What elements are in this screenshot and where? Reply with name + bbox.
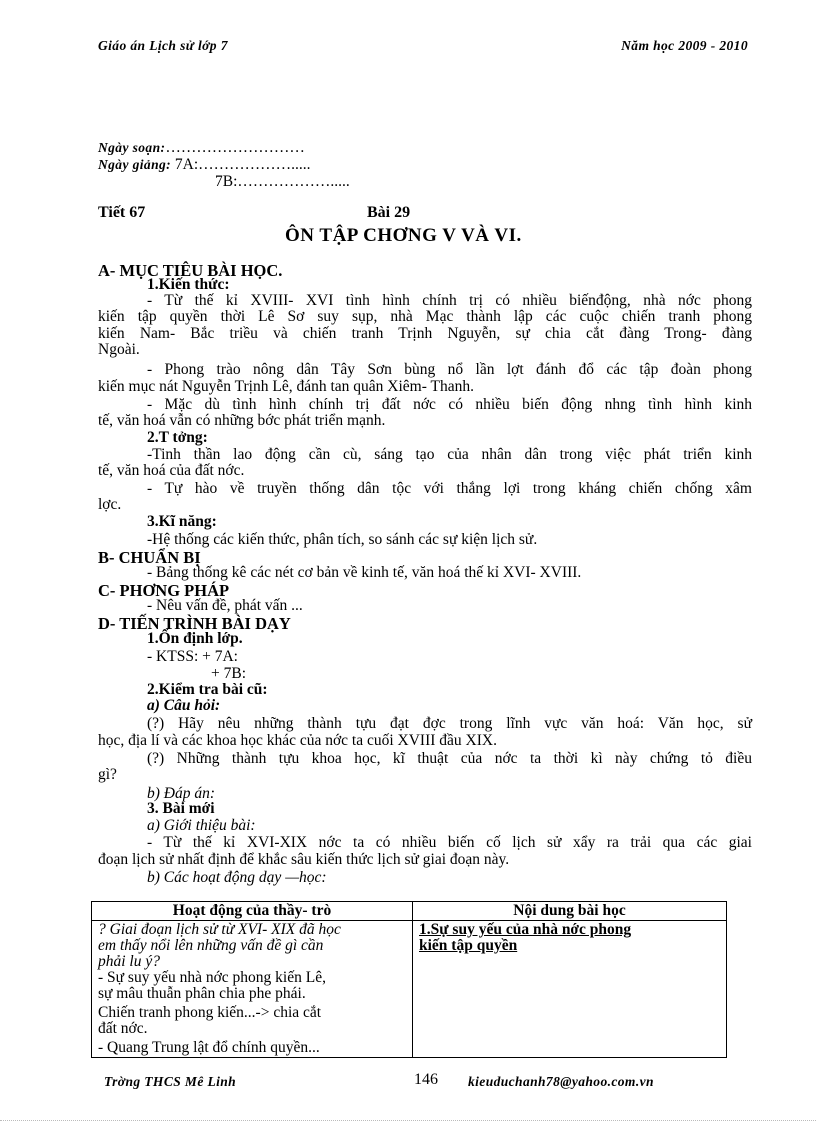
new-lesson-title: 3. Bài mới bbox=[147, 800, 215, 817]
cell-text: - Sự suy yếu nhà nớc phong kiến Lê, bbox=[98, 969, 326, 986]
table-header: Hoạt động của thầy- trò bbox=[92, 902, 413, 921]
knowledge-text: kiến tập quyền thời Lê Sơ suy sụp, nhà Mạc thành lập các cuộc chiến tranh phong bbox=[98, 308, 752, 325]
roll-call-7b: + 7B: bbox=[211, 665, 247, 682]
table-header: Nội dung bài học bbox=[413, 902, 727, 921]
activities-title: b) Các hoạt động dạy —học: bbox=[147, 869, 327, 886]
thought-text: - Tự hào về truyền thống dân tộc với thắng lợi trong kháng chiến chống xâm bbox=[147, 480, 752, 497]
section-d-title: D- TIẾN TRÌNH BÀI DẠY bbox=[98, 614, 291, 633]
table-cell-content bbox=[413, 921, 727, 1058]
table-cell-activity bbox=[92, 921, 413, 1058]
thought-text: lợc. bbox=[98, 496, 122, 513]
teach-date-7b: 7B:………………..... bbox=[215, 173, 350, 190]
table-row bbox=[92, 921, 727, 1058]
cell-text: kiến tập quyền bbox=[419, 937, 518, 954]
footer-school: Trờng THCS Mê Linh bbox=[104, 1074, 237, 1089]
section-b-title: B- CHUẨN BỊ bbox=[98, 548, 201, 567]
prep-text: - Bảng thống kê các nét cơ bản về kinh tế, văn hoá thế kỉ XVI- XVIII. bbox=[147, 564, 582, 581]
cell-text: Chiến tranh phong kiến...-> chia cắt bbox=[98, 1004, 322, 1021]
method-text: - Nêu vấn đề, phát vấn ... bbox=[147, 597, 303, 614]
lesson-table bbox=[91, 901, 727, 1058]
page-edge-divider bbox=[0, 1120, 816, 1121]
answers-title: b) Đáp án: bbox=[147, 785, 216, 802]
knowledge-text: - Phong trào nông dân Tây Sơn bùng nổ lần lợt đánh đổ các tập đoàn phong bbox=[147, 361, 752, 378]
cell-text: em thấy nổi lên những vấn đề gì cần bbox=[98, 937, 324, 954]
thought-title: 2.T tởng: bbox=[147, 429, 208, 446]
cell-text: đất nớc. bbox=[98, 1020, 148, 1037]
cell-text: sự mâu thuẫn phân chia phe phái. bbox=[98, 985, 306, 1002]
footer-email: kieuduchanh78@yahoo.com.vn bbox=[468, 1074, 654, 1089]
thought-text: tế, văn hoá của đất nớc. bbox=[98, 462, 245, 479]
knowledge-text: - Từ thế kỉ XVIII- XVI tình hình chính trị có nhiều biếnđộng, nhà nớc phong bbox=[147, 292, 752, 309]
knowledge-text: Ngoài. bbox=[98, 341, 140, 358]
skill-title: 3.Kĩ năng: bbox=[147, 513, 217, 530]
prep-date-value: ……………………… bbox=[165, 139, 305, 156]
lesson-number: Bài 29 bbox=[367, 204, 411, 221]
knowledge-title: 1.Kiến thức: bbox=[147, 276, 230, 293]
knowledge-text: kiến mục nát Nguyễn Trịnh Lê, đánh tan quân Xiêm- Thanh. bbox=[98, 378, 474, 395]
period-label: Tiết 67 bbox=[98, 204, 146, 221]
roll-call-7a: - KTSS: + 7A: bbox=[147, 648, 238, 665]
header-left: Giáo án Lịch sử lớp 7 bbox=[98, 38, 228, 53]
teach-date bbox=[98, 157, 311, 173]
section-a-title: A- MỤC TIÊU BÀI HỌC. bbox=[98, 261, 283, 280]
thought-text: -Tinh thần lao động cần cù, sáng tạo của nhân dân trong việc phát triển kinh bbox=[147, 446, 752, 463]
prep-date-label: Ngày soạn: bbox=[98, 140, 166, 155]
skill-text: -Hệ thống các kiến thức, phân tích, so sánh các sự kiện lịch sử. bbox=[147, 531, 538, 548]
stabilize-title: 1.Ổn định lớp. bbox=[147, 630, 243, 647]
cell-text: ? Giai đoạn lịch sử từ XVI- XIX đã học bbox=[98, 921, 341, 938]
knowledge-text: kiến Nam- Bắc triều và chiến tranh Trịnh Nguyễn, sự chia cắt đàng Trong- đàng bbox=[98, 325, 752, 342]
question-text: học, địa lí và các khoa học khác của nớc ta cuối XVIII đầu XIX. bbox=[98, 732, 497, 749]
question-text: gì? bbox=[98, 766, 117, 783]
header-right: Năm học 2009 - 2010 bbox=[621, 38, 748, 53]
knowledge-text: tế, văn hoá vẫn có những bớc phát triển mạnh. bbox=[98, 412, 386, 429]
section-c-title: C- PHƠNG PHÁP bbox=[98, 581, 230, 600]
intro-title: a) Giới thiệu bài: bbox=[147, 817, 256, 834]
question-text: (?) Hãy nêu những thành tựu đạt đợc trong lĩnh vực văn hoá: Văn học, sử bbox=[147, 715, 752, 732]
intro-text: - Từ thế kỉ XVI-XIX nớc ta có nhiều biến cố lịch sử xẩy ra trải qua các giai bbox=[147, 834, 752, 851]
teach-date-label: Ngày giảng: bbox=[98, 157, 172, 172]
prep-date bbox=[98, 140, 305, 156]
cell-text: 1.Sự suy yếu của nhà nớc phong bbox=[419, 921, 632, 938]
question-text: (?) Những thành tựu khoa học, kĩ thuật của nớc ta thời kì này chứng tỏ điều bbox=[147, 750, 752, 767]
questions-title: a) Câu hỏi: bbox=[147, 697, 221, 714]
page-number: 146 bbox=[414, 1071, 438, 1088]
cell-text: - Quang Trung lật đổ chính quyền... bbox=[98, 1039, 320, 1056]
lesson-title: ÔN TẬP CHƠNG V VÀ VI. bbox=[285, 225, 522, 246]
intro-text: đoạn lịch sử nhất định để khắc sâu kiến thức lịch sử giai đoạn này. bbox=[98, 851, 510, 868]
review-title: 2.Kiểm tra bài cũ: bbox=[147, 681, 268, 698]
teach-date-7a: 7A:………………..... bbox=[174, 156, 311, 173]
knowledge-text: - Mặc dù tình hình chính trị đất nớc có nhiều biến động nhng tình hình kinh bbox=[147, 396, 752, 413]
table-header-row bbox=[92, 902, 727, 921]
cell-text: phải lu ý? bbox=[98, 953, 160, 970]
